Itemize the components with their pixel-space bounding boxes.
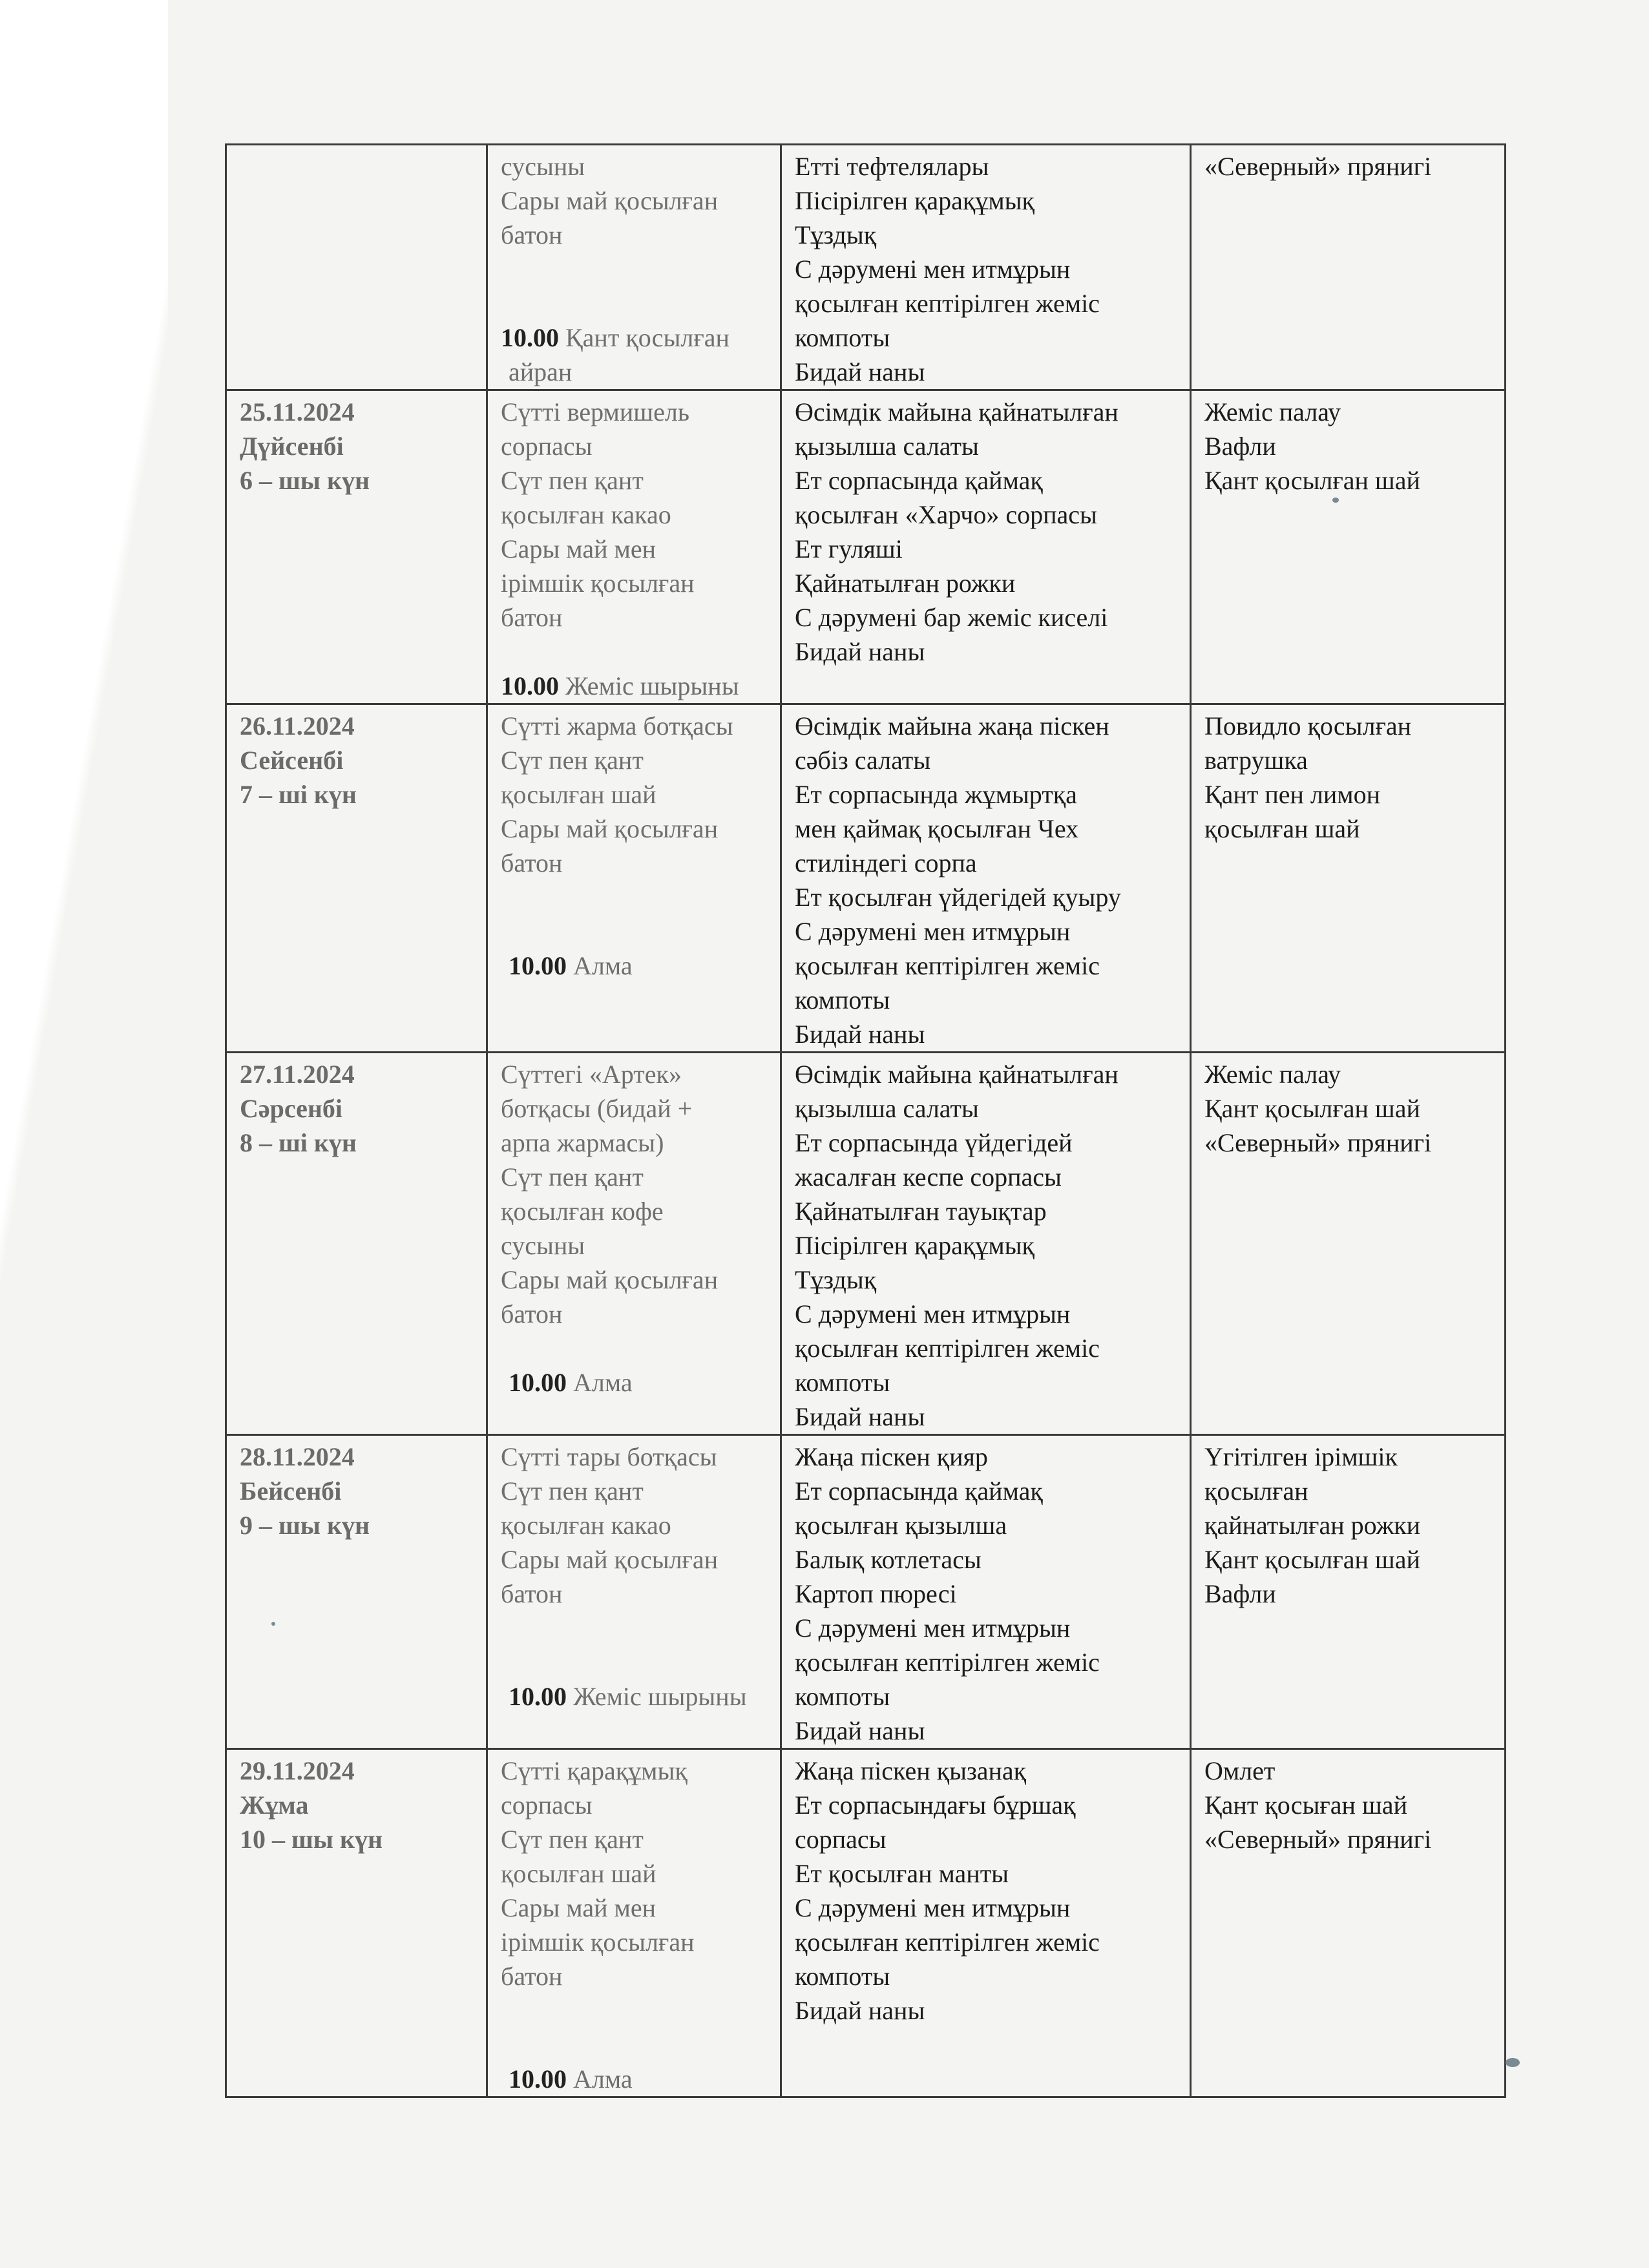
- lunch-item: қызылша салаты: [795, 1094, 979, 1123]
- dinner-cell: [1191, 1435, 1506, 1749]
- lunch-cell: [781, 704, 1191, 1053]
- lunch-item: компоты: [795, 323, 890, 352]
- table-row: [226, 704, 1506, 1053]
- scan-speck: [1506, 2058, 1520, 2067]
- dinner-item: Қант қосылған шай: [1204, 466, 1420, 495]
- dinner-item: Қант пен лимон: [1204, 780, 1380, 809]
- day-number: 7 – ші күн: [240, 780, 357, 809]
- lunch-item: Ет сорпасында қаймақ: [795, 466, 1043, 495]
- snack-item: Жеміс шырыны: [565, 671, 739, 700]
- day-number: 10 – шы күн: [240, 1825, 383, 1854]
- lunch-item: Ет сорпасында қаймақ: [795, 1476, 1043, 1506]
- lunch-item: Жаңа піскен қызанақ: [795, 1756, 1027, 1785]
- scan-speck: [271, 1622, 275, 1626]
- weekday: Сейсенбі: [240, 746, 344, 775]
- dinner-cell: [1191, 1053, 1506, 1435]
- lunch-item: Тұздық: [795, 1265, 877, 1294]
- breakfast-item: Сүтті тары ботқасы: [501, 1442, 717, 1471]
- snack-time: 10.00: [501, 323, 559, 352]
- breakfast-cell: [487, 1435, 781, 1749]
- breakfast-cell: [487, 704, 781, 1053]
- lunch-item: қосылған қызылша: [795, 1511, 1007, 1540]
- snack-entry: [501, 320, 767, 355]
- lunch-item: компоты: [795, 1368, 890, 1397]
- dinner-item: Қант қосылған шай: [1204, 1094, 1420, 1123]
- date: 26.11.2024: [240, 711, 355, 740]
- breakfast-item: қосылған какао: [501, 500, 671, 529]
- menu-table: [225, 143, 1506, 2098]
- scan-speck: [1332, 498, 1339, 503]
- breakfast-item: Сүтті вермишель: [501, 397, 690, 426]
- date-cell: [226, 704, 487, 1053]
- lunch-item: Картоп пюресі: [795, 1579, 957, 1608]
- breakfast-item: батон: [501, 1299, 563, 1328]
- lunch-item: сорпасы: [795, 1825, 887, 1854]
- lunch-item: Бидай наны: [795, 1996, 925, 2025]
- breakfast-item: қосылған шай: [501, 780, 656, 809]
- lunch-item: С дәрумені мен итмұрын: [795, 1299, 1071, 1328]
- snack-time: 10.00: [509, 1682, 567, 1711]
- lunch-item: стиліндегі сорпа: [795, 848, 977, 877]
- dinner-item: «Северный» прянигі: [1204, 1825, 1432, 1854]
- lunch-item: Ет қосылған манты: [795, 1859, 1009, 1888]
- lunch-item: компоты: [795, 1962, 890, 1991]
- date-cell: [226, 145, 487, 390]
- day-number: 6 – шы күн: [240, 466, 370, 495]
- date: 27.11.2024: [240, 1060, 355, 1089]
- breakfast-item: Сүт пен қант: [501, 466, 644, 495]
- dinner-item: Қант қосыған шай: [1204, 1790, 1407, 1820]
- lunch-item: Ет сорпасында үйдегідей: [795, 1128, 1073, 1157]
- breakfast-cell: [487, 1053, 781, 1435]
- lunch-item: Тұздық: [795, 220, 877, 249]
- lunch-item: қосылған кептірілген жеміс: [795, 951, 1100, 980]
- breakfast-item: ірімшік қосылған: [501, 569, 695, 598]
- lunch-item: Бидай наны: [795, 1716, 925, 1745]
- lunch-item: С дәрумені мен итмұрын: [795, 917, 1071, 946]
- table-row: [226, 1749, 1506, 2097]
- lunch-item: Балық котлетасы: [795, 1545, 982, 1574]
- breakfast-item: Сары май қосылған: [501, 186, 719, 215]
- date: 25.11.2024: [240, 397, 355, 426]
- snack-entry: [501, 669, 767, 703]
- lunch-item: сәбіз салаты: [795, 746, 931, 775]
- lunch-cell: [781, 145, 1191, 390]
- snack-time: 10.00: [501, 671, 559, 700]
- lunch-item: Қайнатылған тауықтар: [795, 1197, 1047, 1226]
- breakfast-item: Сары май мен: [501, 1893, 656, 1922]
- lunch-cell: [781, 1053, 1191, 1435]
- breakfast-item: сусыны: [501, 152, 585, 181]
- lunch-item: Жаңа піскен қияр: [795, 1442, 988, 1471]
- lunch-item: С дәрумені мен итмұрын: [795, 1893, 1071, 1922]
- breakfast-item: қосылған какао: [501, 1511, 671, 1540]
- breakfast-item: Сүтті жарма ботқасы: [501, 711, 733, 740]
- weekday: Жұма: [240, 1790, 309, 1820]
- snack-time: 10.00: [509, 951, 567, 980]
- breakfast-item: Сары май қосылған: [501, 814, 719, 843]
- breakfast-item: ботқасы (бидай +: [501, 1094, 693, 1123]
- table-row: [226, 145, 1506, 390]
- breakfast-item: Сүттегі «Артек»: [501, 1060, 682, 1089]
- snack-item: Алма: [573, 951, 633, 980]
- breakfast-item: Сүт пен қант: [501, 1162, 644, 1192]
- lunch-item: Өсімдік майына қайнатылған: [795, 397, 1119, 426]
- lunch-cell: [781, 390, 1191, 704]
- breakfast-item: батон: [501, 220, 563, 249]
- lunch-item: Өсімдік майына жаңа піскен: [795, 711, 1109, 740]
- lunch-cell: [781, 1435, 1191, 1749]
- day-number: 9 – шы күн: [240, 1511, 370, 1540]
- dinner-item: «Северный» прянигі: [1204, 1128, 1432, 1157]
- snack-item: Қант қосылған: [565, 323, 730, 352]
- breakfast-item: батон: [501, 1579, 563, 1608]
- snack-item: айран: [509, 357, 572, 386]
- date-cell: [226, 1749, 487, 2097]
- dinner-item: Қант қосылған шай: [1204, 1545, 1420, 1574]
- day-number: 8 – ші күн: [240, 1128, 357, 1157]
- snack-item: Алма: [573, 2064, 633, 2094]
- table-row: [226, 1053, 1506, 1435]
- dinner-cell: [1191, 390, 1506, 704]
- snack-time: 10.00: [509, 2064, 567, 2094]
- lunch-item: Ет сорпасындағы бұршақ: [795, 1790, 1076, 1820]
- breakfast-item: қосылған шай: [501, 1859, 656, 1888]
- dinner-item: Повидло қосылған: [1204, 711, 1412, 740]
- weekday: Дүйсенбі: [240, 432, 344, 461]
- breakfast-item: ірімшік қосылған: [501, 1927, 695, 1957]
- breakfast-item: сусыны: [501, 1231, 585, 1260]
- breakfast-item: қосылған кофе: [501, 1197, 664, 1226]
- lunch-item: қосылған кептірілген жеміс: [795, 1927, 1100, 1957]
- snack-item: Жеміс шырыны: [573, 1682, 747, 1711]
- dinner-item: Жеміс палау: [1204, 397, 1341, 426]
- lunch-item: қосылған кептірілген жеміс: [795, 289, 1100, 318]
- breakfast-cell: [487, 390, 781, 704]
- dinner-item: қосылған: [1204, 1476, 1308, 1506]
- lunch-item: Ет сорпасында жұмыртқа: [795, 780, 1077, 809]
- dinner-item: Омлет: [1204, 1756, 1276, 1785]
- date: 29.11.2024: [240, 1756, 355, 1785]
- lunch-item: С дәрумені мен итмұрын: [795, 1613, 1071, 1643]
- lunch-item: С дәрумені бар жеміс киселі: [795, 603, 1108, 632]
- date-cell: [226, 390, 487, 704]
- breakfast-item: Сары май қосылған: [501, 1265, 719, 1294]
- dinner-item: Вафли: [1204, 1579, 1276, 1608]
- breakfast-item: батон: [501, 603, 563, 632]
- weekday: Бейсенбі: [240, 1476, 342, 1506]
- dinner-item: «Северный» прянигі: [1204, 152, 1432, 181]
- breakfast-item: Сүт пен қант: [501, 1476, 644, 1506]
- date-cell: [226, 1435, 487, 1749]
- lunch-item: компоты: [795, 985, 890, 1014]
- snack-entry: [501, 1365, 767, 1400]
- lunch-item: мен қаймақ қосылған Чех: [795, 814, 1079, 843]
- table-row: [226, 1435, 1506, 1749]
- breakfast-item: Сүт пен қант: [501, 746, 644, 775]
- breakfast-cell: [487, 145, 781, 390]
- snack-entry: [501, 1679, 767, 1714]
- dinner-cell: [1191, 704, 1506, 1053]
- breakfast-item: Сары май мен: [501, 534, 656, 563]
- breakfast-item: Сары май қосылған: [501, 1545, 719, 1574]
- lunch-cell: [781, 1749, 1191, 2097]
- snack-entry: [501, 949, 767, 983]
- snack-entry: [501, 2062, 767, 2096]
- lunch-item: Бидай наны: [795, 1402, 925, 1431]
- date: 28.11.2024: [240, 1442, 355, 1471]
- lunch-item: Ет гуляші: [795, 534, 903, 563]
- lunch-item: қосылған «Харчо» сорпасы: [795, 500, 1097, 529]
- breakfast-item: сорпасы: [501, 1790, 593, 1820]
- breakfast-item: сорпасы: [501, 432, 593, 461]
- dinner-item: Жеміс палау: [1204, 1060, 1341, 1089]
- dinner-cell: [1191, 1749, 1506, 2097]
- breakfast-item: Сүтті қарақұмық: [501, 1756, 688, 1785]
- breakfast-item: Сүт пен қант: [501, 1825, 644, 1854]
- dinner-item: қайнатылған рожки: [1204, 1511, 1421, 1540]
- breakfast-item: арпа жармасы): [501, 1128, 664, 1157]
- lunch-item: Пісірілген қарақұмық: [795, 1231, 1035, 1260]
- breakfast-cell: [487, 1749, 781, 2097]
- weekday: Сәрсенбі: [240, 1094, 343, 1123]
- dinner-item: ватрушка: [1204, 746, 1308, 775]
- lunch-item: Бидай наны: [795, 1020, 925, 1049]
- lunch-item: компоты: [795, 1682, 890, 1711]
- dinner-cell: [1191, 145, 1506, 390]
- lunch-item: жасалған кеспе сорпасы: [795, 1162, 1062, 1192]
- dinner-item: қосылған шай: [1204, 814, 1360, 843]
- dinner-item: Үгітілген ірімшік: [1204, 1442, 1398, 1471]
- lunch-item: Өсімдік майына қайнатылған: [795, 1060, 1119, 1089]
- lunch-item: қосылған кептірілген жеміс: [795, 1648, 1100, 1677]
- lunch-item: Қайнатылған рожки: [795, 569, 1016, 598]
- lunch-item: Етті тефтелялары: [795, 152, 989, 181]
- breakfast-item: батон: [501, 848, 563, 877]
- snack-item: Алма: [573, 1368, 633, 1397]
- dinner-item: Вафли: [1204, 432, 1276, 461]
- date-cell: [226, 1053, 487, 1435]
- lunch-item: Бидай наны: [795, 637, 925, 666]
- lunch-item: Пісірілген қарақұмық: [795, 186, 1035, 215]
- lunch-item: Бидай наны: [795, 357, 925, 386]
- lunch-item: қызылша салаты: [795, 432, 979, 461]
- lunch-item: қосылған кептірілген жеміс: [795, 1334, 1100, 1363]
- snack-time: 10.00: [509, 1368, 567, 1397]
- table-row: [226, 390, 1506, 704]
- breakfast-item: батон: [501, 1962, 563, 1991]
- page-shadow: [0, 0, 168, 2268]
- lunch-item: Ет қосылған үйдегідей қуыру: [795, 883, 1121, 912]
- lunch-item: С дәрумені мен итмұрын: [795, 255, 1071, 284]
